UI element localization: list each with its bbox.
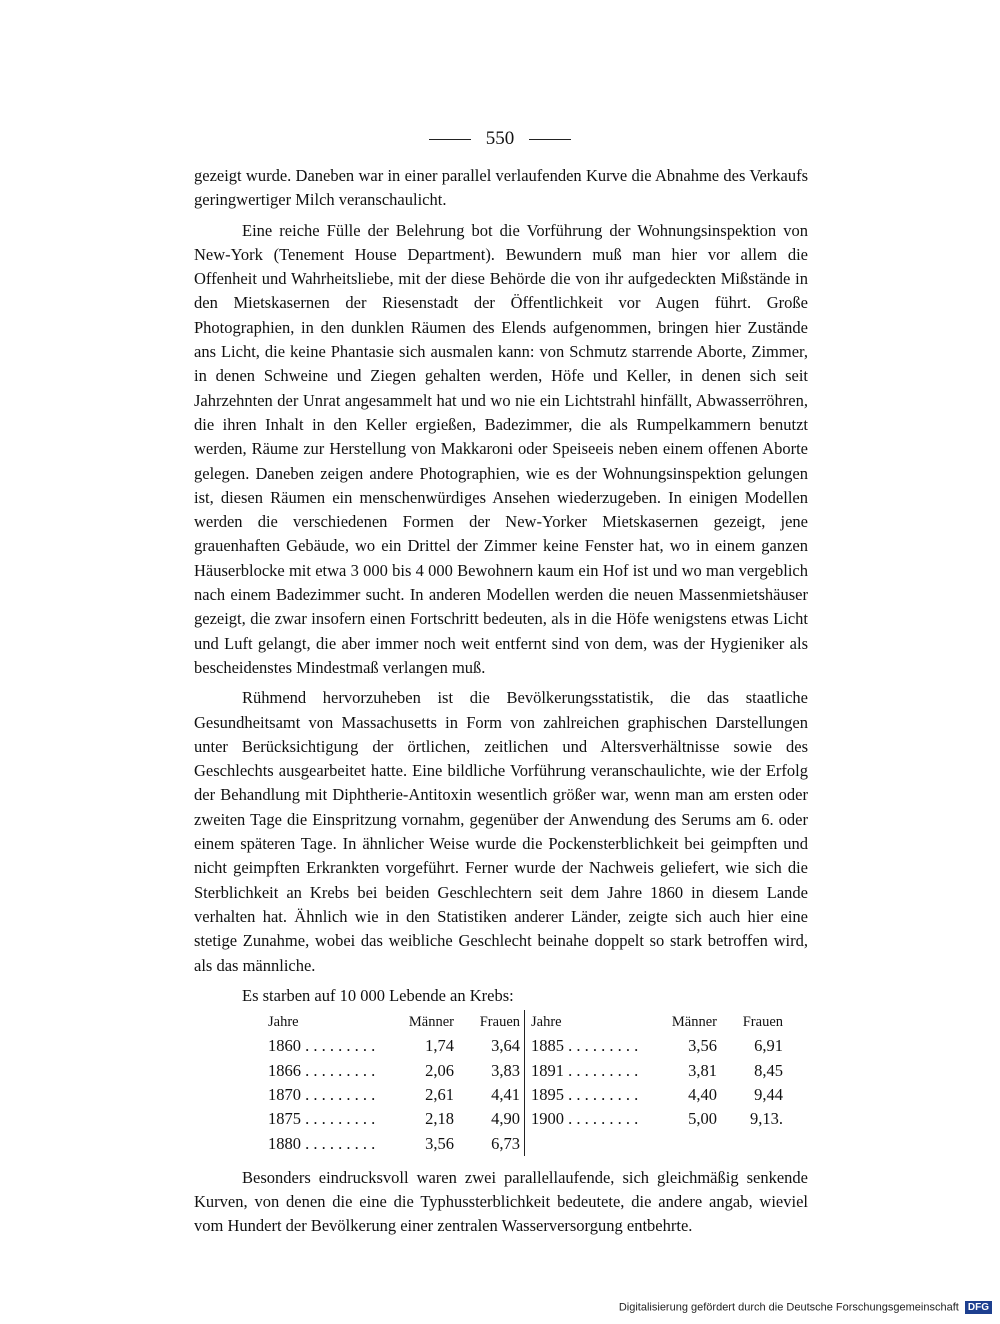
cell-women: 4,41	[491, 1084, 520, 1104]
table-row	[264, 1034, 787, 1058]
cell-year: 1895 . . . . . . . . .	[525, 1083, 656, 1107]
cell-year: 1860 . . . . . . . . .	[268, 1036, 376, 1056]
digitization-footer	[619, 1301, 992, 1314]
cell-men: 5,00	[688, 1109, 717, 1129]
footer-text: Digitalisierung gefördert durch die Deutsche Forschungsgemeinschaft	[618, 1301, 959, 1314]
cell-women	[721, 1132, 787, 1156]
cell-men: 2,61	[425, 1084, 454, 1104]
header-year-left: Jahre	[268, 1014, 299, 1031]
table-row	[264, 1059, 787, 1083]
cell-women: 8,45	[754, 1060, 783, 1080]
cell-men: 2,18	[425, 1109, 454, 1129]
paragraph-housing-inspection: Eine reiche Fülle der Belehrung bot die Vorführung der Wohnungsinspektion von New-York (Tenement House Department). Bewundern muß man hier vor allem die Offenheit und Wahrheitsliebe, mit der diese Behörde die von ihr aufgedeckten Mißstände in den Mietskasernen der Riesenstadt der Öffentlichkeit vor Augen führt. Große Photographien, in den dunklen Räumen des Elends aufgenommen, bringen hier Zustände ans Licht, die keine Phantasie sich ausmalen kann: von Schmutz starrende Aborte, Zimmer, in denen Schweine und Ziegen gehalten werden, Höfe und Keller, in denen sich seit Jahrzehnten der Unrat angesammelt hat und wo nie ein Lichtstrahl hinfällt, Abwasserröhren, die ihren Inhalt in den Keller ergießen, Badezimmer, die als Rumpelkammern benutzt werden, Räume zur Herstellung von Makkaroni oder Speiseeis neben einem offenen Aborte gelegen. Daneben zeigen andere Photographien, wie es der Wohnungsinspektion gelungen ist, diesen Räumen ein menschenwürdiges Ansehen wiederzugeben. In einigen Modellen werden die verschiedenen Formen der New-Yorker Mietskasernen gezeigt, jene grauenhaften Gebäude, wo ein Drittel der Zimmer keine Fenster hat, wo in einem ganzen Häuserblocke mit etwa 3 000 bis 4 000 Bewohnern kaum ein Hof ist und wo man vergeblich nach einem Badezimmer sucht. In anderen Modellen werden die neuen Massenmietshäuser gezeigt, die zwar insofern einen Fortschritt bedeuten, als in die Höfe wenigstens etwas Licht und Luft gelangt, die aber immer noch weit entfernt sind von dem, was der Hygieniker als bescheidenstes Mindestmaß verlangen muß.	[194, 220, 808, 677]
cell-year: 1900 . . . . . . . . .	[525, 1107, 656, 1131]
table-row	[264, 1083, 787, 1107]
page-number: 550	[485, 128, 515, 149]
cell-men: 4,40	[688, 1084, 717, 1104]
cell-women: 9,44	[754, 1084, 783, 1104]
body-text	[194, 164, 808, 1245]
cell-year: 1885 . . . . . . . . .	[525, 1034, 656, 1058]
dfg-logo-icon: DFG	[965, 1301, 992, 1314]
header-year-right: Jahre	[525, 1010, 656, 1034]
header-women-left: Frauen	[479, 1014, 520, 1031]
cell-women: 4,90	[491, 1109, 520, 1129]
header-women-right: Frauen	[742, 1014, 783, 1031]
table-row	[264, 1107, 787, 1131]
cell-men: 1,74	[425, 1036, 454, 1056]
cell-men: 3,81	[688, 1060, 717, 1080]
cell-year: 1870 . . . . . . . . .	[268, 1084, 376, 1104]
cell-men: 3,56	[688, 1036, 717, 1056]
cell-year: 1891 . . . . . . . . .	[525, 1059, 656, 1083]
table-intro: Es starben auf 10 000 Lebende an Krebs:	[242, 985, 514, 1005]
cell-year: 1880 . . . . . . . . .	[268, 1133, 376, 1153]
paragraph-continuation: gezeigt wurde. Daneben war in einer parallel verlaufenden Kurve die Abnahme des Verkaufs geringwertiger Milch veranschaulicht.	[194, 166, 808, 210]
cell-women: 3,64	[491, 1036, 520, 1056]
cell-men: 3,56	[425, 1133, 454, 1153]
page-header	[0, 128, 1000, 150]
cell-year: 1866 . . . . . . . . .	[268, 1060, 376, 1080]
cell-men	[655, 1132, 721, 1156]
paragraph-closing: Besonders eindrucksvoll waren zwei parallellaufende, sich gleichmäßig senkende Kurven, von denen die eine die Typhussterblichkeit bedeutete, die andere angab, wieviel vom Hundert der Bevölkerung einer zentralen Wasserversorgung entbehrte.	[194, 1167, 808, 1236]
cell-women: 9,13.	[750, 1109, 783, 1129]
header-rule-left	[429, 139, 471, 140]
cell-year: 1875 . . . . . . . . .	[268, 1109, 376, 1129]
cell-women: 6,91	[754, 1036, 783, 1056]
header-men-right: Männer	[671, 1014, 717, 1031]
table-header-row	[264, 1010, 787, 1034]
header-men-left: Männer	[408, 1014, 454, 1031]
cancer-mortality-table-block	[194, 984, 808, 1156]
cell-women: 3,83	[491, 1060, 520, 1080]
header-rule-right	[529, 139, 571, 140]
paragraph-population-statistics: Rühmend hervorzuheben ist die Bevölkerungsstatistik, die das staatliche Gesundheitsamt von Massachusetts in Form von zahlreichen graphischen Darstellungen unter Berücksichtigung der örtlichen, zeitlichen und Altersverhältnisse sowie des Geschlechts ausgearbeitet hatte. Eine bildliche Vorführung veranschaulichte, wie der Erfolg der Behandlung mit Diphtherie-Antitoxin wesentlich größer war, wenn man am ersten oder zweiten Tage die Einspritzung vornahm, gegenüber der Anwendung des Serums am 6. oder einem späteren Tage. In ähnlicher Weise wurde die Pockensterblichkeit bei geimpften und nicht geimpften Erkrankten vorgeführt. Ferner wurde der Nachweis geliefert, wie sich die Sterblichkeit an Krebs bei beiden Geschlechtern seit dem Jahre 1860 in diesem Lande verhalten hat. Ähnlich wie in den Statistiken anderer Länder, zeigte sich auch hier eine stetige Zunahme, wobei das weibliche Geschlecht beinahe doppelt so stark betroffen wird, als das männliche.	[194, 688, 808, 975]
cell-women: 6,73	[491, 1133, 520, 1153]
table-row	[264, 1132, 787, 1156]
cell-year	[525, 1132, 656, 1156]
cell-men: 2,06	[425, 1060, 454, 1080]
cancer-mortality-table	[264, 1010, 787, 1156]
